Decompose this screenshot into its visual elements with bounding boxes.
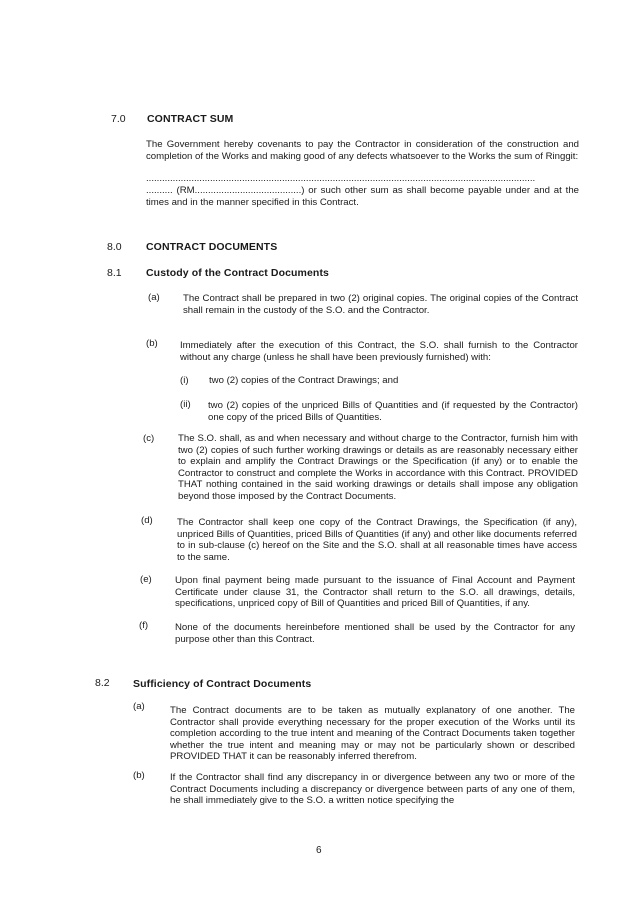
clause-8-1-e-text: Upon final payment being made pursuant to the issuance of Final Account and Payment Certificate under clause 31, the Contractor shall return to the S.O. all drawings, details, specifications, unpriced copy of Bill of Quantities and priced Bill of Quantities, if any.	[175, 575, 575, 610]
section-8-0-title: CONTRACT DOCUMENTS	[146, 241, 278, 253]
clause-8-1-a-text: The Contract shall be prepared in two (2) original copies. The original copies of the Contract shall remain in the custody of the S.O. and the Contractor.	[183, 293, 578, 316]
clause-8-1-b-ii-label: (ii)	[180, 399, 191, 410]
clause-8-1-e-label: (e)	[140, 574, 152, 585]
clause-8-2-a-label: (a)	[133, 701, 145, 712]
clause-8-1-b-i-text: two (2) copies of the Contract Drawings; and	[209, 375, 399, 386]
clause-8-1-c-text: The S.O. shall, as and when necessary and without charge to the Contractor, furnish him with two (2) copies of such further working drawings or details as are reasonably necessary either to explain and amplify the Contract Drawings or the Specification (if any) or to enable the Contractor to construct and complete the Works in accordance with this Contract. PROVIDED THAT nothing contained in the said working drawings or details shall impose any obligation beyond those imposed by the Contract Documents.	[178, 433, 578, 502]
clause-8-2-b-label: (b)	[133, 770, 145, 781]
clause-8-1-f-text: None of the documents hereinbefore mentioned shall be used by the Contractor for any purpose other than this Contract.	[175, 622, 575, 645]
page-number: 6	[316, 845, 322, 856]
section-7-0-title: CONTRACT SUM	[147, 113, 234, 125]
clause-8-1-b-text: Immediately after the execution of this Contract, the S.O. shall furnish to the Contractor without any charge (unless he shall have been previously furnished) with:	[180, 340, 578, 363]
clause-8-1-f-label: (f)	[139, 620, 149, 631]
clause-8-1-d-text: The Contractor shall keep one copy of the Contract Drawings, the Specification (if any), unpriced Bills of Quantities, priced Bills of Quantities (if any) and other like documents referred to in sub-clause (c) hereof on the Site and the S.O. shall at all reasonable times have access to the same.	[177, 517, 577, 563]
clause-8-1-b-ii-text: two (2) copies of the unpriced Bills of Quantities and (if requested by the Contractor) one copy of the priced Bills of Quantities.	[208, 400, 578, 423]
section-8-1-number: 8.1	[107, 267, 122, 279]
clause-8-1-d-label: (d)	[141, 515, 153, 526]
clause-8-1-a-label: (a)	[148, 292, 160, 303]
section-7-0-dotted-line: ..................................................................................................................................................	[146, 173, 536, 184]
clause-8-1-c-label: (c)	[143, 433, 155, 444]
section-8-2-title: Sufficiency of Contract Documents	[133, 678, 312, 690]
section-8-1-title: Custody of the Contract Documents	[146, 267, 329, 279]
section-7-0-text: The Government hereby covenants to pay the Contractor in consideration of the construction and completion of the Works and making good of any defects whatsoever to the Works the sum of Ringgit:	[146, 139, 579, 162]
clause-8-2-a-text: The Contract documents are to be taken as mutually explanatory of one another. The Contractor shall provide everything necessary for the proper execution of the Works until its completion according to the true intent and meaning of the Contract Documents taken together whether the true intent and meaning may or may not be particularly shown or described PROVIDED THAT it can be reasonably inferred therefrom.	[170, 705, 575, 763]
section-7-0-number: 7.0	[111, 113, 126, 125]
section-8-2-number: 8.2	[95, 677, 110, 689]
clause-8-1-b-i-label: (i)	[180, 375, 189, 386]
section-8-0-number: 8.0	[107, 241, 122, 253]
clause-8-2-b-text: If the Contractor shall find any discrepancy in or divergence between any two or more of the Contract Documents including a discrepancy or divergence between parts of any one of them, he shall immediately give to the S.O. a written notice specifying the	[170, 772, 575, 807]
section-7-0-rm-line: .......... (RM........................................) or such other sum as shall become payable under and at the times and in the manner specified in this Contract.	[146, 185, 579, 208]
clause-8-1-b-label: (b)	[146, 338, 158, 349]
